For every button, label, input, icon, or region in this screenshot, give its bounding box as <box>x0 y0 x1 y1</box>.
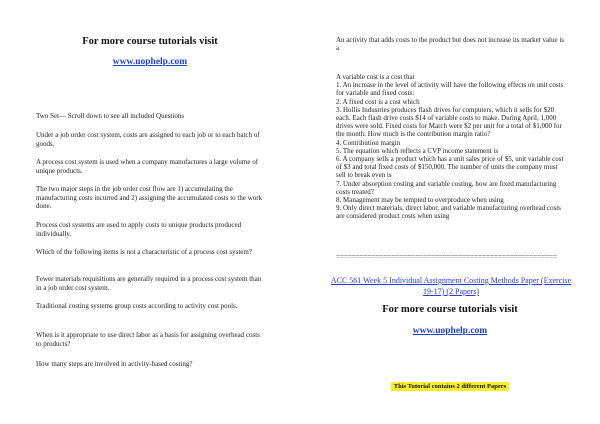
right-intro: An activity that adds costs to the product but does not increase its market value is a <box>336 36 565 53</box>
right-page <box>300 0 600 424</box>
question-line: 8. Management may be tempted to overproduce when using <box>336 196 504 205</box>
left-paragraph: Two Set— Scroll down to see all included Questions <box>36 112 185 120</box>
cta-title: For more course tutorials visit <box>382 304 518 315</box>
question-line: 9. Only direct materials, direct labor, and variable manufacturing overhead costs are considered product costs when using <box>336 204 561 221</box>
left-paragraph: Traditional costing systems group costs according to activity cost pools. <box>36 302 238 310</box>
question-line: 1. An increase in the level of activity will have the following effects on unit costs for variable and fixed costs: <box>336 81 564 98</box>
question-line: 4. Contribution margin <box>336 138 401 147</box>
question-line: 7. Under absorption costing and variable costing, how are fixed manufacturing costs treated? <box>336 179 557 196</box>
separator-line: ======================================================== <box>336 253 558 261</box>
left-paragraph: Process cost systems are used to apply costs to unique products produced individually. <box>36 221 242 238</box>
left-paragraph: How many steps are involved in activity-based costing? <box>36 360 193 368</box>
tutorial-badge: This Tutorial contains 2 different Papers <box>391 382 509 391</box>
left-paragraph: Which of the following items is not a characteristic of a process cost system? <box>36 248 252 256</box>
question-line: 5. The equation which reflects a CVP income statement is <box>336 146 499 155</box>
course-link[interactable]: ACC 561 Week 5 Individual Assignment Costing Methods Paper (Exercise 19-17) (2 Papers) <box>330 276 572 296</box>
left-header-title: For more course tutorials visit <box>82 36 218 47</box>
question-line: A variable cost is a cost that <box>336 73 415 81</box>
question-list <box>336 73 566 221</box>
left-paragraph: Fewer materials requisitions are generally required in a process cost system than in a job order cost system. <box>36 275 262 292</box>
question-line: 2. A fixed cost is a cost which <box>336 97 420 106</box>
badge-wrap <box>300 375 600 393</box>
left-paragraph: A process cost system is used when a company manufactures a large volume of unique products. <box>36 158 259 175</box>
left-header-link[interactable]: www.uophelp.com <box>112 57 188 67</box>
left-paragraph: Under a job order cost system, costs are assigned to each job or to each batch of goods. <box>36 131 260 148</box>
left-paragraph: When is it appropriate to use direct labor as a basis for assigning overhead costs to products? <box>36 331 260 348</box>
question-line: 6. A company sells a product which has a unit sales price of $5, unit variable cost of $3 and total fixed costs of $150,000. The number of units the company must sell to break even is <box>336 155 564 180</box>
question-line: 3. Hollis Industries produces flash drives for computers, which it sells for $20 each. Each flash drive costs $14 of variable costs to make. During April, 1,000 drives were sold. Fixed costs for March were $2 per unit for a total of $1,000 for the month. How much is the contribution margin ratio? <box>336 105 562 139</box>
cta-link[interactable]: www.uophelp.com <box>412 326 488 336</box>
left-paragraph: The two major steps in the job order cost flow are 1) accumulating the manufacturing costs incurred and 2) assigning the accumulated costs to the work done. <box>36 185 263 210</box>
